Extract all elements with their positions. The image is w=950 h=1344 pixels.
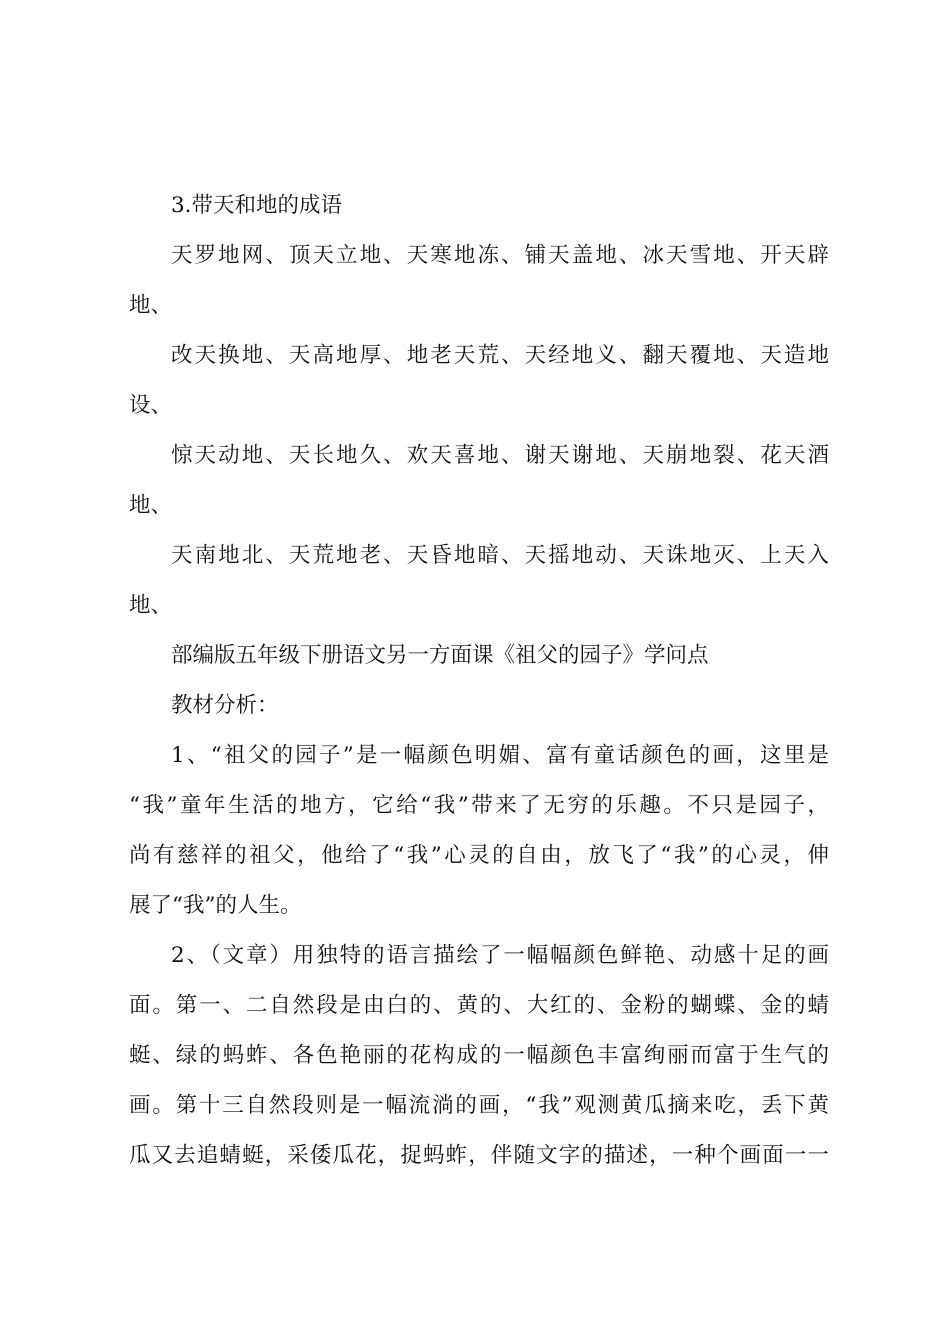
paragraph-line: 1、“祖父的园子”是一幅颜色明媚、富有童话颜色的画，这里是	[171, 743, 829, 768]
idiom-line-wrap: 地、	[129, 593, 173, 618]
idiom-line-wrap: 设、	[129, 393, 173, 418]
paragraph-line: “我”童年生活的地方，它给“我”带来了无穷的乐趣。不只是园子，	[129, 793, 829, 818]
paragraph-line: 瓜又去追蜻蜓，采倭瓜花，捉蚂蚱，伴随文字的描述，一种个画面一一	[129, 1143, 829, 1168]
section-heading: 3.带天和地的成语	[171, 193, 343, 218]
idiom-line: 天南地北、天荒地老、天昏地暗、天摇地动、天诛地灭、上天入	[171, 543, 829, 568]
paragraph-line: 展了“我”的人生。	[129, 893, 302, 918]
paragraph-line: 画。第十三自然段则是一幅流淌的画，“我”观测黄瓜摘来吃，丢下黄	[129, 1093, 829, 1118]
idiom-line: 天罗地网、顶天立地、天寒地冻、铺天盖地、冰天雪地、开天辟	[171, 243, 829, 268]
idiom-line: 改天换地、天高地厚、地老天荒、天经地义、翻天覆地、天造地	[171, 343, 829, 368]
paragraph-line: 蜓、绿的蚂蚱、各色艳丽的花构成的一幅颜色丰富绚丽而富于生气的	[129, 1043, 829, 1068]
paragraph-line: 面。第一、二自然段是由白的、黄的、大红的、金粉的蝴蝶、金的蜻	[129, 993, 829, 1018]
idiom-line-wrap: 地、	[129, 293, 173, 318]
idiom-line-wrap: 地、	[129, 493, 173, 518]
paragraph-line: 尚有慈祥的祖父，他给了“我”心灵的自由，放飞了“我”的心灵，伸	[129, 843, 829, 868]
analysis-heading: 教材分析：	[171, 693, 279, 718]
lesson-title: 部编版五年级下册语文另一方面课《祖父的园子》学问点	[171, 643, 709, 668]
idiom-line: 惊天动地、天长地久、欢天喜地、谢天谢地、天崩地裂、花天酒	[171, 443, 829, 468]
paragraph-line: 2、（文章）用独特的语言描绘了一幅幅颜色鲜艳、动感十足的画	[171, 943, 829, 968]
